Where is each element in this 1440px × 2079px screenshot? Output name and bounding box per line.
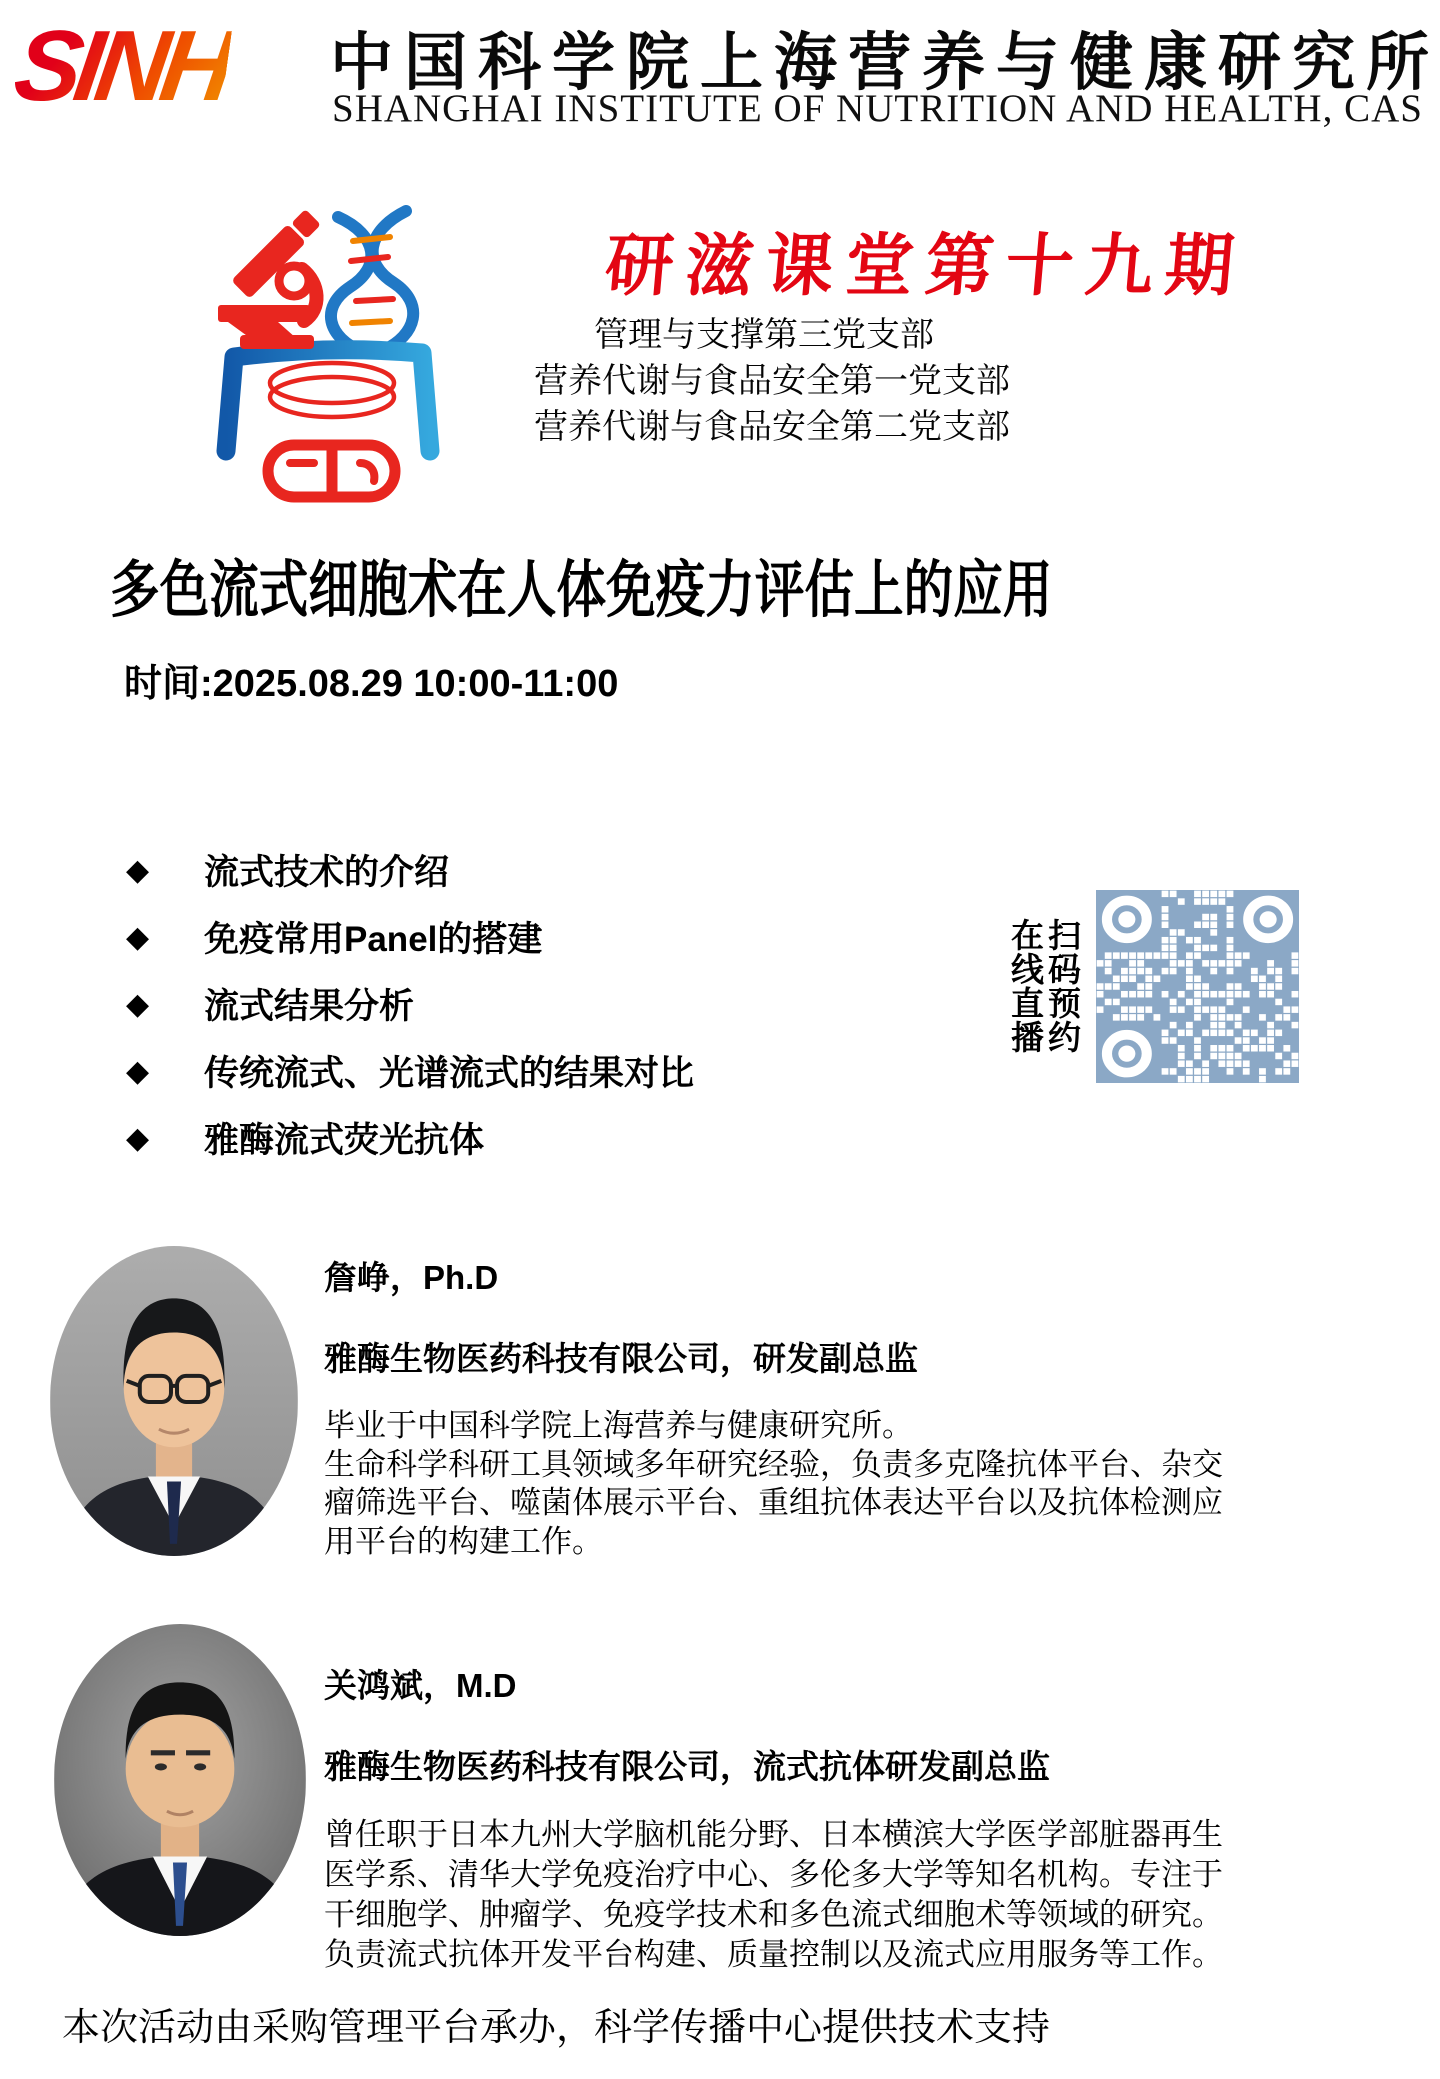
speaker-name: 关鸿斌，M.D xyxy=(324,1667,517,1704)
speaker-affiliation: 雅酶生物医药科技有限公司，流式抗体研发副总监 xyxy=(324,1748,1050,1785)
agenda-item xyxy=(126,917,694,957)
agenda-item xyxy=(126,984,694,1024)
agenda-item-label: 免疫常用Panel的搭建 xyxy=(204,920,543,959)
speaker1-avatar-graphic xyxy=(50,1246,298,1556)
agenda-item-label: 流式技术的介绍 xyxy=(204,853,450,892)
qr-caption-live: 在线直播 xyxy=(1007,918,1044,1054)
bio-line: 负责流式抗体开发平台构建、质量控制以及流式应用服务等工作。 xyxy=(324,1937,1223,1972)
bio-line: 瘤筛选平台、噬菌体展示平台、重组抗体表达平台以及抗体检测应 xyxy=(324,1485,1223,1520)
organizer-line: 管理与支撑第三党支部 xyxy=(594,316,934,354)
agenda-item-label: 流式结果分析 xyxy=(204,987,415,1026)
series-title: 研滋课堂第十九期 xyxy=(602,226,1250,306)
speaker-info xyxy=(324,1660,1223,1975)
qr-caption-scan: 扫码预约 xyxy=(1044,918,1081,1054)
bio-line: 毕业于中国科学院上海营养与健康研究所。 xyxy=(324,1408,913,1443)
speaker-bio xyxy=(324,1407,1223,1561)
speaker-info xyxy=(324,1252,1223,1561)
agenda-item xyxy=(126,1118,694,1158)
agenda-item-label: 雅酶流式荧光抗体 xyxy=(204,1121,485,1160)
petri-dish-icon xyxy=(270,363,394,417)
speaker2-avatar-graphic xyxy=(54,1624,306,1936)
bio-line: 医学系、清华大学免疫治疗中心、多伦多大学等知名机构。专注于 xyxy=(324,1857,1223,1892)
bio-line: 干细胞学、肿瘤学、免疫学技术和多色流式细胞术等领域的研究。 xyxy=(324,1897,1223,1932)
diamond-bullet-icon: ◆ xyxy=(126,920,150,954)
speaker-photo xyxy=(54,1624,306,1936)
event-time: 时间:2025.08.29 10:00-11:00 xyxy=(124,663,619,705)
bio-line: 生命科学科研工具领域多年研究经验，负责多克隆抗体平台、杂交 xyxy=(324,1446,1223,1482)
diamond-bullet-icon: ◆ xyxy=(126,1121,150,1155)
institute-emblem xyxy=(210,205,445,505)
event-title: 多色流式细胞术在人体免疫力评估上的应用 xyxy=(110,556,1053,625)
agenda-list xyxy=(126,850,694,1185)
organizer-list xyxy=(534,312,1010,450)
dna-helix-icon xyxy=(331,211,413,353)
bio-line: 曾任职于日本九州大学脑机能分野、日本横滨大学医学部脏器再生 xyxy=(324,1817,1223,1852)
microscope-icon xyxy=(218,208,322,349)
sinh-logo: SINH xyxy=(8,10,235,122)
agenda-item xyxy=(126,1051,694,1091)
organizer-line: 营养代谢与食品安全第二党支部 xyxy=(534,408,1010,446)
institute-name-cn: 中国科学院上海营养与健康研究所 xyxy=(330,28,1440,98)
speaker-affiliation: 雅酶生物医药科技有限公司，研发副总监 xyxy=(324,1340,918,1377)
speaker-photo xyxy=(50,1246,298,1556)
speaker-name: 詹峥，Ph.D xyxy=(324,1259,499,1296)
agenda-item-label: 传统流式、光谱流式的结果对比 xyxy=(204,1054,695,1093)
diamond-bullet-icon: ◆ xyxy=(126,1054,150,1088)
speaker-bio xyxy=(324,1815,1223,1975)
diamond-bullet-icon: ◆ xyxy=(126,987,150,1021)
agenda-item xyxy=(126,850,694,890)
footer-note: 本次活动由采购管理平台承办，科学传播中心提供技术支持 xyxy=(61,2007,1050,2049)
diamond-bullet-icon: ◆ xyxy=(126,853,150,887)
bio-line: 用平台的构建工作。 xyxy=(324,1523,603,1559)
organizer-line: 营养代谢与食品安全第一党支部 xyxy=(534,362,1010,400)
institute-name-en: SHANGHAI INSTITUTE OF NUTRITION AND HEALTH, CAS xyxy=(332,87,1423,130)
capsule-icon xyxy=(268,445,395,497)
qr-code xyxy=(1096,890,1299,1083)
